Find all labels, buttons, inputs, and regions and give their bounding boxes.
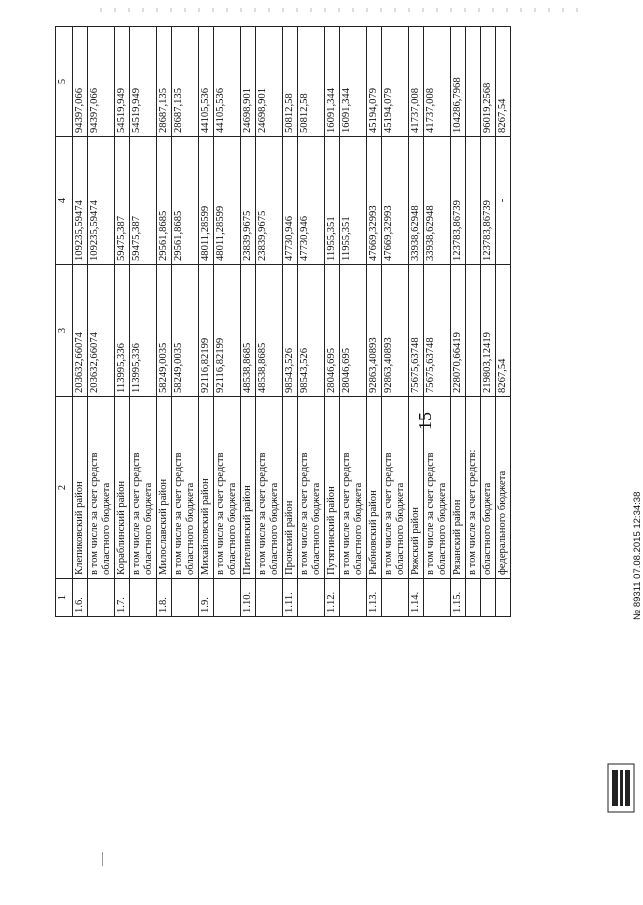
- col5-value-cell: 94397,066: [88, 27, 115, 137]
- col3-value-cell: 98543,526: [283, 265, 298, 397]
- table-row: [466, 27, 481, 617]
- table-row: [130, 27, 157, 617]
- col3-value-cell: 75675,63748: [409, 265, 424, 397]
- row-number-cell: [424, 579, 451, 617]
- scan-artifact: [100, 8, 580, 12]
- row-number-cell: 1.7.: [115, 579, 130, 617]
- col5-value-cell: 24698,901: [241, 27, 256, 137]
- col3-value-cell: 203632,66074: [88, 265, 115, 397]
- col3-value-cell: 28046,695: [340, 265, 367, 397]
- row-number-cell: 1.12.: [325, 579, 340, 617]
- col4-value-cell: 47669,32993: [382, 137, 409, 265]
- row-number-cell: 1.13.: [367, 579, 382, 617]
- col5-value-cell: 28687,135: [172, 27, 199, 137]
- col4-value-cell: 48011,28599: [199, 137, 214, 265]
- row-number-cell: [481, 579, 496, 617]
- col3-value-cell: 219803,12419: [481, 265, 496, 397]
- row-name-cell: в том числе за счет средств областного бюджета: [256, 397, 283, 579]
- row-name-cell: Михайловский район: [199, 397, 214, 579]
- row-name-cell: Милославский район: [157, 397, 172, 579]
- row-name-cell: в том числе за счет средств областного бюджета: [382, 397, 409, 579]
- col5-value-cell: 54519,949: [115, 27, 130, 137]
- row-name-cell: Кораблинский район: [115, 397, 130, 579]
- row-name-cell: в том числе за счет средств областного бюджета: [214, 397, 241, 579]
- table-row: [214, 27, 241, 617]
- header-cell-3: 3: [56, 265, 73, 397]
- row-number-cell: [496, 579, 511, 617]
- col4-value-cell: 47730,946: [298, 137, 325, 265]
- col5-value-cell: 44105,536: [214, 27, 241, 137]
- col4-value-cell: 109235,59474: [73, 137, 88, 265]
- row-number-cell: [88, 579, 115, 617]
- table-row: [298, 27, 325, 617]
- table-row: [451, 27, 466, 617]
- table-row: [157, 27, 172, 617]
- col5-value-cell: 16091,344: [340, 27, 367, 137]
- row-number-cell: 1.6.: [73, 579, 88, 617]
- table-body: [73, 27, 511, 617]
- row-name-cell: в том числе за счет средств областного бюджета: [172, 397, 199, 579]
- col4-value-cell: 59475,387: [115, 137, 130, 265]
- col4-value-cell: 23839,9675: [241, 137, 256, 265]
- table-row: [115, 27, 130, 617]
- row-name-cell: в том числе за счет средств областного бюджета: [340, 397, 367, 579]
- row-name-cell: Рыбновский район: [367, 397, 382, 579]
- table-row: [241, 27, 256, 617]
- col4-value-cell: 29561,8685: [172, 137, 199, 265]
- col3-value-cell: 48538,8685: [256, 265, 283, 397]
- row-name-cell: Пителинский район: [241, 397, 256, 579]
- table-header-row: [56, 27, 73, 617]
- row-number-cell: [256, 579, 283, 617]
- row-number-cell: 1.9.: [199, 579, 214, 617]
- table-row: [367, 27, 382, 617]
- row-name-cell: Путятинский район: [325, 397, 340, 579]
- table-sheet: [55, 27, 607, 617]
- margin-mark: [102, 852, 103, 866]
- row-name-cell: Клепиковский район: [73, 397, 88, 579]
- col4-value-cell: 33938,62948: [409, 137, 424, 265]
- table-row: [382, 27, 409, 617]
- col3-value-cell: 98543,526: [298, 265, 325, 397]
- col3-value-cell: 92863,40893: [367, 265, 382, 397]
- row-name-cell: в том числе за счет средств:: [466, 397, 481, 579]
- header-cell-1: 1: [56, 579, 73, 617]
- registration-stamp: № 89311 07.08.2015 12:34:38: [632, 491, 643, 620]
- col3-value-cell: 58249,0035: [172, 265, 199, 397]
- row-number-cell: [214, 579, 241, 617]
- row-name-cell: в том числе за счет средств областного бюджета: [88, 397, 115, 579]
- col4-value-cell: 123783,86739: [481, 137, 496, 265]
- col5-value-cell: 104286,7968: [451, 27, 466, 137]
- col4-value-cell: 29561,8685: [157, 137, 172, 265]
- table-row: [73, 27, 88, 617]
- header-cell-5: 5: [56, 27, 73, 137]
- row-number-cell: 1.8.: [157, 579, 172, 617]
- budget-table: [55, 26, 511, 617]
- col4-value-cell: 33938,62948: [424, 137, 451, 265]
- header-cell-4: 4: [56, 137, 73, 265]
- col4-value-cell: 47730,946: [283, 137, 298, 265]
- table-row: [172, 27, 199, 617]
- page-number: 15: [415, 412, 435, 430]
- table-row: [481, 27, 496, 617]
- col5-value-cell: [466, 27, 481, 137]
- table-row: [325, 27, 340, 617]
- table-row: [409, 27, 424, 617]
- col4-value-cell: [466, 137, 481, 265]
- table-row: [340, 27, 367, 617]
- col5-value-cell: 24698,901: [256, 27, 283, 137]
- col5-value-cell: 16091,344: [325, 27, 340, 137]
- table-row: [256, 27, 283, 617]
- col5-value-cell: 54519,949: [130, 27, 157, 137]
- table-row: [88, 27, 115, 617]
- table-row: [496, 27, 511, 617]
- col5-value-cell: 41737,008: [424, 27, 451, 137]
- col3-value-cell: [466, 265, 481, 397]
- col3-value-cell: 92863,40893: [382, 265, 409, 397]
- col3-value-cell: 48538,8685: [241, 265, 256, 397]
- col5-value-cell: 96019,2568: [481, 27, 496, 137]
- col5-value-cell: 50812,58: [283, 27, 298, 137]
- col4-value-cell: 11955,351: [325, 137, 340, 265]
- col4-value-cell: 59475,387: [130, 137, 157, 265]
- row-number-cell: [382, 579, 409, 617]
- col4-value-cell: 123783,86739: [451, 137, 466, 265]
- registry-stamp-logo: [606, 758, 636, 818]
- col5-value-cell: 45194,079: [382, 27, 409, 137]
- col5-value-cell: 28687,135: [157, 27, 172, 137]
- table-row: [283, 27, 298, 617]
- row-name-cell: Ряжский район: [409, 397, 424, 579]
- row-name-cell: Рязанский район: [451, 397, 466, 579]
- col4-value-cell: 11955,351: [340, 137, 367, 265]
- col5-value-cell: 41737,008: [409, 27, 424, 137]
- col3-value-cell: 28046,695: [325, 265, 340, 397]
- col4-value-cell: 109235,59474: [88, 137, 115, 265]
- col3-value-cell: 8267,54: [496, 265, 511, 397]
- row-number-cell: 1.14.: [409, 579, 424, 617]
- col5-value-cell: 50812,58: [298, 27, 325, 137]
- col3-value-cell: 228070,66419: [451, 265, 466, 397]
- row-number-cell: [466, 579, 481, 617]
- header-cell-2: 2: [56, 397, 73, 579]
- row-number-cell: [298, 579, 325, 617]
- row-number-cell: 1.15.: [451, 579, 466, 617]
- col5-value-cell: 45194,079: [367, 27, 382, 137]
- col5-value-cell: 44105,536: [199, 27, 214, 137]
- row-number-cell: [340, 579, 367, 617]
- col3-value-cell: 203632,66074: [73, 265, 88, 397]
- col3-value-cell: 75675,63748: [424, 265, 451, 397]
- col3-value-cell: 58249,0035: [157, 265, 172, 397]
- table-row: [424, 27, 451, 617]
- table-row: [199, 27, 214, 617]
- rotated-table-wrapper: [55, 27, 607, 617]
- col4-value-cell: 23839,9675: [256, 137, 283, 265]
- col3-value-cell: 113995,336: [115, 265, 130, 397]
- col4-value-cell: 47669,32993: [367, 137, 382, 265]
- row-name-cell: в том числе за счет средств областного бюджета: [424, 397, 451, 579]
- row-name-cell: в том числе за счет средств областного бюджета: [130, 397, 157, 579]
- row-number-cell: [172, 579, 199, 617]
- col3-value-cell: 92116,82199: [214, 265, 241, 397]
- row-name-cell: областного бюджета: [481, 397, 496, 579]
- row-name-cell: Пронский район: [283, 397, 298, 579]
- col3-value-cell: 113995,336: [130, 265, 157, 397]
- row-name-cell: федерального бюджета: [496, 397, 511, 579]
- row-number-cell: 1.10.: [241, 579, 256, 617]
- col5-value-cell: 94397,066: [73, 27, 88, 137]
- col4-value-cell: 48011,28599: [214, 137, 241, 265]
- row-name-cell: в том числе за счет средств областного бюджета: [298, 397, 325, 579]
- row-number-cell: 1.11.: [283, 579, 298, 617]
- col3-value-cell: 92116,82199: [199, 265, 214, 397]
- col4-value-cell: -: [496, 137, 511, 265]
- row-number-cell: [130, 579, 157, 617]
- col5-value-cell: 8267,54: [496, 27, 511, 137]
